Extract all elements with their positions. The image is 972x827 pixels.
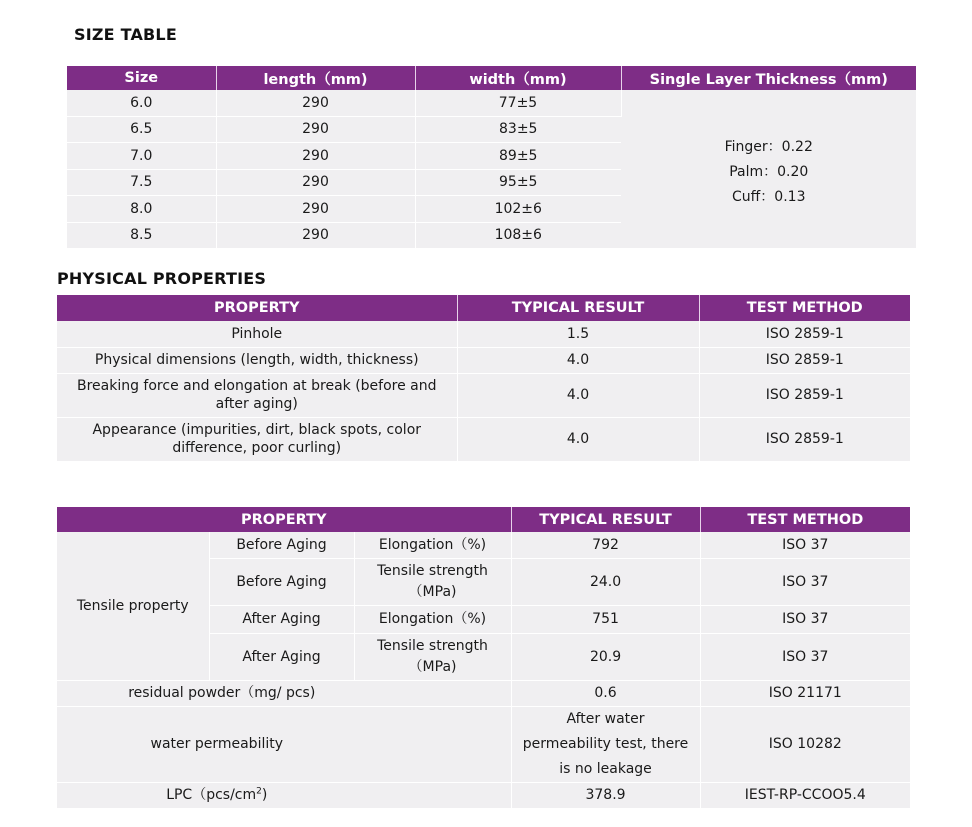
width-header: width（mm) bbox=[415, 66, 621, 90]
measure-cell: Tensile strength（MPa) bbox=[354, 633, 511, 680]
result-cell: 751 bbox=[511, 605, 700, 633]
method-cell: ISO 2859-1 bbox=[699, 347, 910, 373]
tensile-header bbox=[57, 507, 910, 532]
length-cell: 290 bbox=[216, 169, 415, 195]
lpc-label bbox=[57, 782, 511, 808]
width-cell: 108±6 bbox=[415, 222, 621, 248]
size-header: Size bbox=[67, 66, 216, 90]
length-cell: 290 bbox=[216, 116, 415, 142]
size-cell: 8.5 bbox=[67, 222, 216, 248]
method-cell: ISO 37 bbox=[700, 558, 910, 605]
method-cell: IEST-RP-CCOO5.4 bbox=[700, 782, 910, 808]
table-row bbox=[57, 321, 910, 347]
measure-cell: Elongation（%) bbox=[354, 605, 511, 633]
property-cell: Breaking force and elongation at break (before and after aging) bbox=[57, 373, 457, 417]
test-method-header: TEST METHOD bbox=[700, 507, 910, 532]
width-cell: 102±6 bbox=[415, 195, 621, 222]
property-cell: Physical dimensions (length, width, thickness) bbox=[57, 347, 457, 373]
size-cell: 8.0 bbox=[67, 195, 216, 222]
water-result-line: permeability test, there bbox=[522, 735, 689, 752]
table-row bbox=[57, 373, 910, 417]
result-cell: 4.0 bbox=[457, 417, 699, 461]
size-table-header bbox=[67, 66, 916, 90]
result-cell: 792 bbox=[511, 532, 700, 558]
method-cell: ISO 2859-1 bbox=[699, 321, 910, 347]
method-cell: ISO 2859-1 bbox=[699, 373, 910, 417]
size-cell: 6.5 bbox=[67, 116, 216, 142]
typical-result-header: TYPICAL RESULT bbox=[511, 507, 700, 532]
result-cell: 0.6 bbox=[511, 680, 700, 706]
result-cell: 4.0 bbox=[457, 347, 699, 373]
property-cell: Pinhole bbox=[57, 321, 457, 347]
result-cell: 4.0 bbox=[457, 373, 699, 417]
method-cell: ISO 2859-1 bbox=[699, 417, 910, 461]
method-cell: ISO 21171 bbox=[700, 680, 910, 706]
property-cell: Appearance (impurities, dirt, black spots, color difference, poor curling) bbox=[57, 417, 457, 461]
length-cell: 290 bbox=[216, 195, 415, 222]
lpc-label-suffix: ) bbox=[261, 787, 268, 803]
aging-cell: After Aging bbox=[209, 633, 354, 680]
length-cell: 290 bbox=[216, 222, 415, 248]
lpc-label-superscript: 2 bbox=[256, 786, 262, 797]
width-cell: 95±5 bbox=[415, 169, 621, 195]
method-cell: ISO 37 bbox=[700, 605, 910, 633]
thickness-finger: Finger：0.22 bbox=[724, 139, 813, 156]
physical-properties-table bbox=[57, 295, 910, 462]
result-cell: 24.0 bbox=[511, 558, 700, 605]
physical-properties-title: PHYSICAL PROPERTIES bbox=[57, 269, 267, 288]
typical-result-header: TYPICAL RESULT bbox=[457, 295, 699, 321]
test-method-header: TEST METHOD bbox=[699, 295, 910, 321]
tensile-property-label: Tensile property bbox=[57, 532, 209, 680]
size-cell: 7.5 bbox=[67, 169, 216, 195]
table-row bbox=[57, 417, 910, 461]
table-row bbox=[57, 782, 910, 808]
thickness-palm: Palm：0.20 bbox=[729, 164, 809, 181]
table-row bbox=[57, 680, 910, 706]
table-row bbox=[57, 532, 910, 558]
width-cell: 83±5 bbox=[415, 116, 621, 142]
table-row bbox=[57, 706, 910, 782]
aging-cell: After Aging bbox=[209, 605, 354, 633]
aging-cell: Before Aging bbox=[209, 532, 354, 558]
width-cell: 89±5 bbox=[415, 142, 621, 169]
result-cell: 20.9 bbox=[511, 633, 700, 680]
residual-powder-label: residual powder（mg/ pcs) bbox=[57, 680, 511, 706]
physical-header bbox=[57, 295, 910, 321]
property-header: PROPERTY bbox=[57, 295, 457, 321]
size-table bbox=[67, 66, 916, 249]
water-result-line: is no leakage bbox=[559, 760, 652, 777]
method-cell: ISO 10282 bbox=[700, 706, 910, 782]
measure-cell: Elongation（%) bbox=[354, 532, 511, 558]
table-row bbox=[57, 347, 910, 373]
result-cell: 1.5 bbox=[457, 321, 699, 347]
length-header: length（mm) bbox=[216, 66, 415, 90]
thickness-cuff: Cuff：0.13 bbox=[732, 189, 806, 206]
method-cell: ISO 37 bbox=[700, 532, 910, 558]
tensile-table bbox=[57, 507, 910, 809]
result-cell: 378.9 bbox=[511, 782, 700, 808]
length-cell: 290 bbox=[216, 90, 415, 116]
size-cell: 7.0 bbox=[67, 142, 216, 169]
lpc-label-text: LPC（pcs/cm bbox=[166, 787, 257, 803]
table-row bbox=[67, 90, 916, 116]
aging-cell: Before Aging bbox=[209, 558, 354, 605]
water-result-cell bbox=[511, 706, 700, 782]
water-permeability-label: water permeability bbox=[57, 706, 511, 782]
size-table-title: SIZE TABLE bbox=[74, 25, 177, 44]
water-result-line: After water bbox=[566, 710, 645, 727]
method-cell: ISO 37 bbox=[700, 633, 910, 680]
property-header: PROPERTY bbox=[57, 507, 511, 532]
measure-cell: Tensile strength（MPa) bbox=[354, 558, 511, 605]
thickness-header: Single Layer Thickness（mm) bbox=[621, 66, 916, 90]
thickness-cell bbox=[621, 90, 916, 248]
size-cell: 6.0 bbox=[67, 90, 216, 116]
width-cell: 77±5 bbox=[415, 90, 621, 116]
length-cell: 290 bbox=[216, 142, 415, 169]
